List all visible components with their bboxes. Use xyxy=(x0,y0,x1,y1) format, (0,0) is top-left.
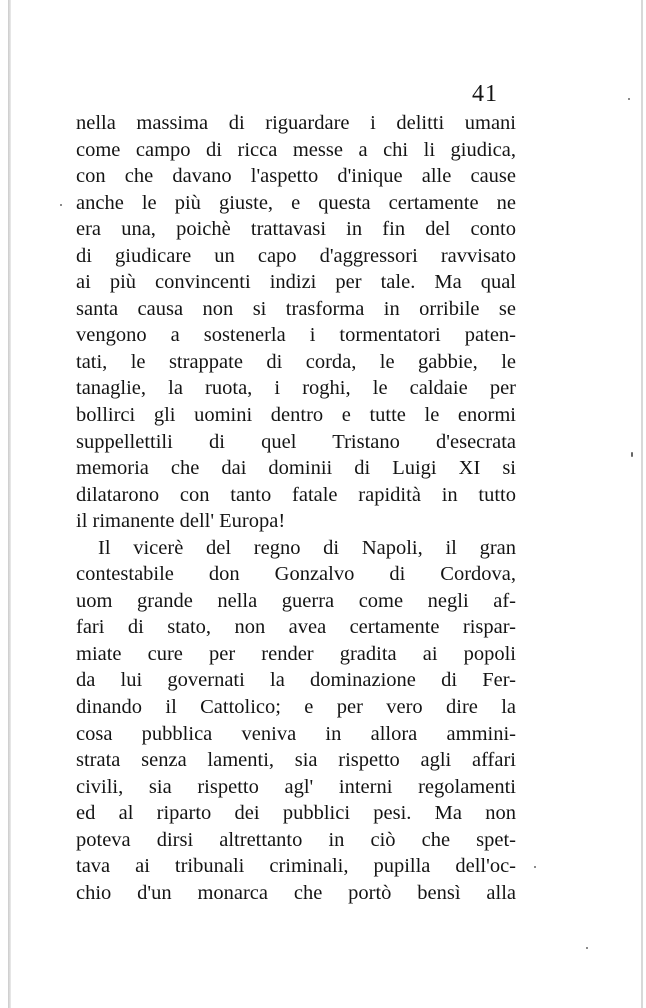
page-left-edge-shadow xyxy=(8,0,11,1008)
text-line: ed al riparto dei pubblici pesi. Ma non xyxy=(76,802,516,825)
text-line: come campo di ricca messe a chi li giudica, xyxy=(76,138,516,161)
text-line: dinando il Cattolico; e per vero dire la xyxy=(76,696,516,719)
paragraph-first-line: Il vicerè del regno di Napoli, il gran xyxy=(98,536,516,559)
page-number: 41 xyxy=(472,81,498,107)
text-line: miate cure per render gradita ai popoli xyxy=(76,642,516,665)
text-line: anche le più giuste, e questa certamente ne xyxy=(76,191,516,214)
text-line: fari di stato, non avea certamente rispar- xyxy=(76,616,516,639)
text-line: tanaglie, la ruota, i roghi, le caldaie per xyxy=(76,377,516,400)
text-line: tati, le strappate di corda, le gabbie, le xyxy=(76,350,516,373)
text-line: memoria che dai dominii di Luigi XI si xyxy=(76,457,516,480)
paper-speck xyxy=(534,866,536,868)
body-text xyxy=(76,110,516,906)
text-line: vengono a sostenerla i tormentatori paten- xyxy=(76,324,516,347)
text-line: chio d'un monarca che portò bensì alla xyxy=(76,881,516,904)
text-line: civili, sia rispetto agl' interni regolamenti xyxy=(76,775,516,798)
text-line: era una, poichè trattavasi in fin del conto xyxy=(76,218,516,241)
page-right-edge xyxy=(641,0,643,1008)
text-line: nella massima di riguardare i delitti umani xyxy=(76,112,516,134)
text-line: ai più convincenti indizi per tale. Ma qual xyxy=(76,271,516,294)
paper-speck xyxy=(60,204,62,206)
text-line: suppellettili di quel Tristano d'esecrata xyxy=(76,430,516,453)
text-line: contestabile don Gonzalvo di Cordova, xyxy=(76,563,516,586)
paragraph-end-line: il rimanente dell' Europa! xyxy=(76,510,286,533)
text-line: di giudicare un capo d'aggressori ravvisato xyxy=(76,244,516,267)
text-line: tava ai tribunali criminali, pupilla dell'oc- xyxy=(76,855,516,878)
text-line: santa causa non si trasforma in orribile se xyxy=(76,297,516,320)
text-line: dilatarono con tanto fatale rapidità in tutto xyxy=(76,483,516,506)
text-line: da lui governati la dominazione di Fer- xyxy=(76,669,516,692)
text-line: con che davano l'aspetto d'inique alle cause xyxy=(76,165,516,188)
text-line: cosa pubblica veniva in allora ammini- xyxy=(76,722,516,745)
text-line: bollirci gli uomini dentro e tutte le enormi xyxy=(76,404,516,427)
text-line: uom grande nella guerra come negli af- xyxy=(76,589,516,612)
text-line: poteva dirsi altrettanto in ciò che spet- xyxy=(76,828,516,851)
paper-speck xyxy=(631,452,633,457)
paper-speck xyxy=(628,98,630,100)
text-line: strata senza lamenti, sia rispetto agli affari xyxy=(76,749,516,772)
paper-speck xyxy=(586,947,588,949)
